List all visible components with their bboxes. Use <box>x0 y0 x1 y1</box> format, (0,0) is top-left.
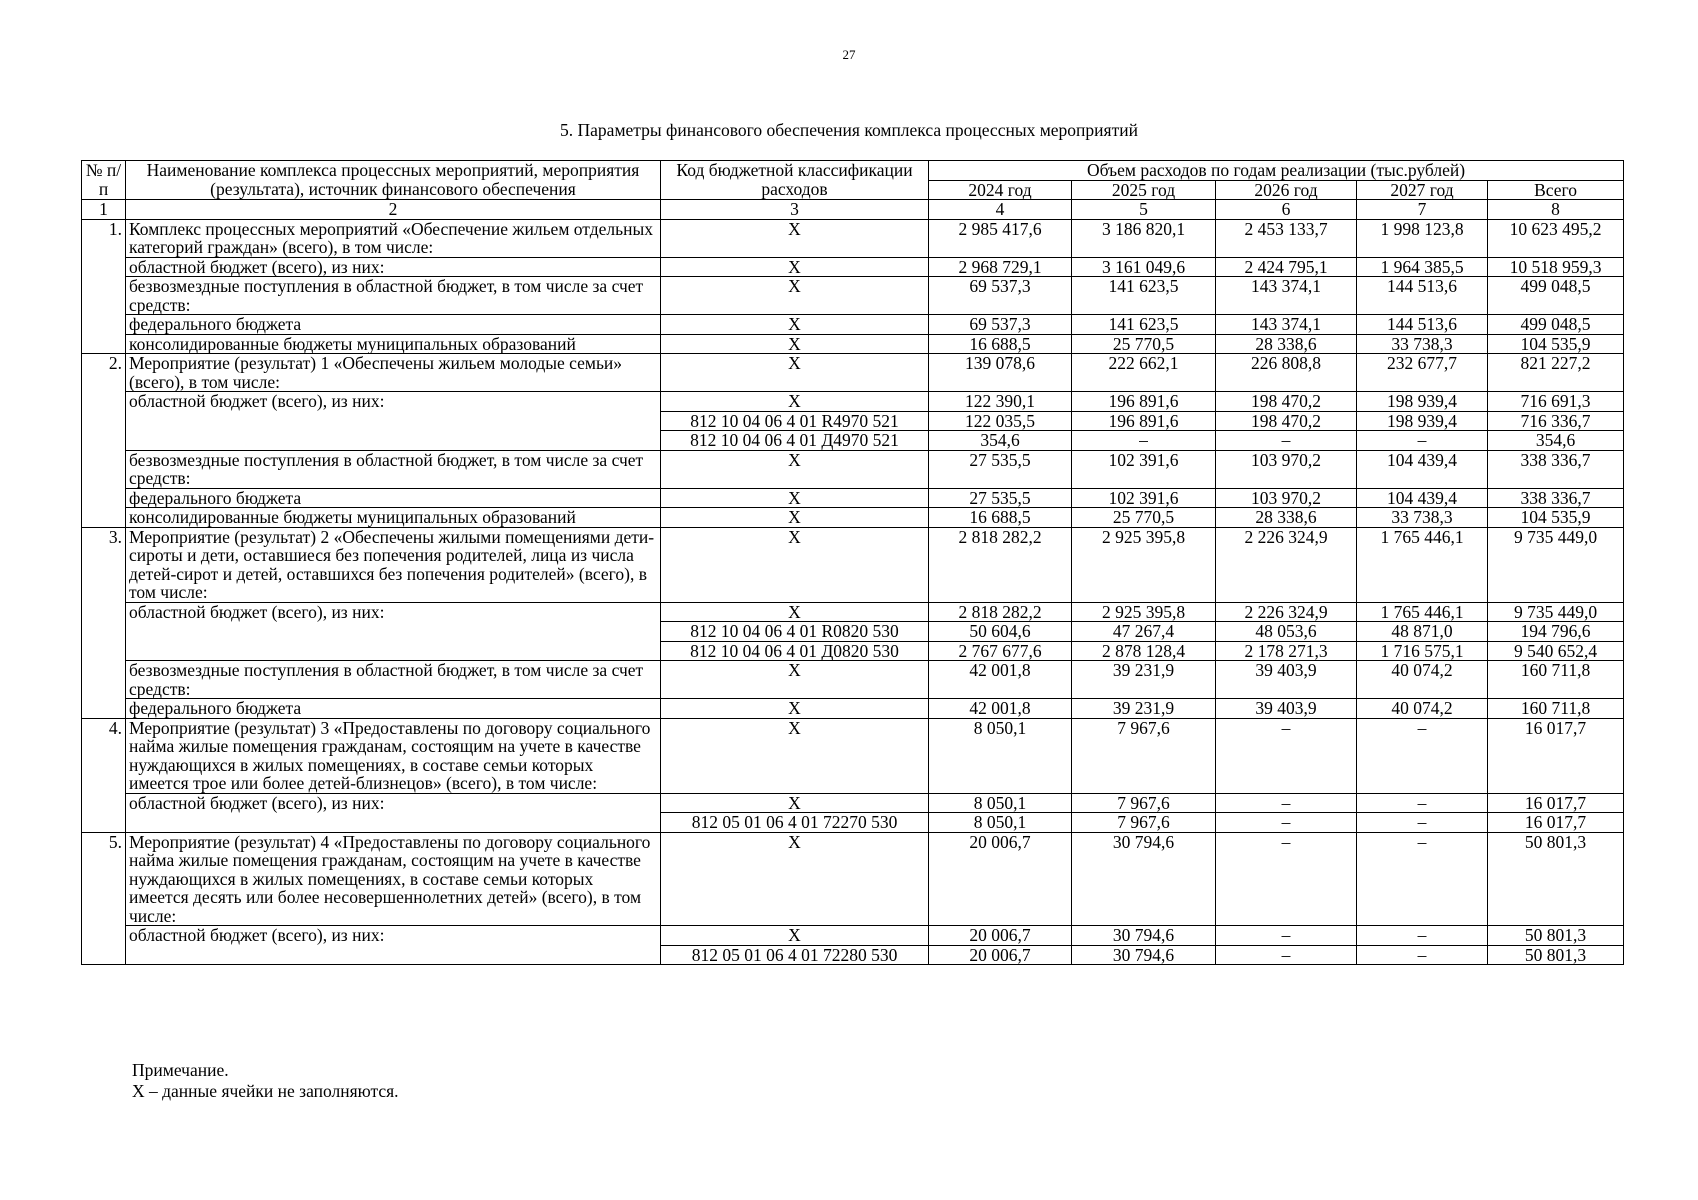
row-number: 5. <box>82 832 126 965</box>
column-index: 1 <box>82 200 126 220</box>
year-value: 50 604,6 <box>929 622 1072 642</box>
table-row <box>82 488 1624 508</box>
budget-code: Х <box>661 392 929 412</box>
total-value: 338 336,7 <box>1488 450 1624 488</box>
year-value: 3 186 820,1 <box>1072 219 1216 257</box>
year-value: 39 231,9 <box>1072 699 1216 719</box>
year-value: 102 391,6 <box>1072 450 1216 488</box>
header-total: Всего <box>1488 180 1624 200</box>
year-value: 198 470,2 <box>1216 392 1357 412</box>
year-value: 144 513,6 <box>1357 315 1488 335</box>
budget-code: 812 10 04 06 4 01 Д4970 521 <box>661 431 929 451</box>
year-value: – <box>1216 832 1357 926</box>
total-value: 338 336,7 <box>1488 488 1624 508</box>
header-year: 2024 год <box>929 180 1072 200</box>
year-value: 144 513,6 <box>1357 277 1488 315</box>
year-value: 141 623,5 <box>1072 315 1216 335</box>
budget-code: 812 05 01 06 4 01 72280 530 <box>661 945 929 965</box>
year-value: 1 716 575,1 <box>1357 641 1488 661</box>
table-row <box>82 354 1624 392</box>
year-value: 2 878 128,4 <box>1072 641 1216 661</box>
row-name: Мероприятие (результат) 1 «Обеспечены жильем молодые семьи» (всего), в том числе: <box>126 354 661 392</box>
note <box>132 1060 399 1102</box>
table-row <box>82 793 1624 813</box>
table-row <box>82 926 1624 946</box>
budget-code: Х <box>661 277 929 315</box>
year-value: 33 738,3 <box>1357 334 1488 354</box>
year-value: 2 226 324,9 <box>1216 527 1357 602</box>
year-value: 103 970,2 <box>1216 488 1357 508</box>
budget-code: Х <box>661 315 929 335</box>
year-value: 232 677,7 <box>1357 354 1488 392</box>
budget-code: 812 10 04 06 4 01 R0820 530 <box>661 622 929 642</box>
year-value: 104 439,4 <box>1357 488 1488 508</box>
table-row <box>82 392 1624 412</box>
row-number: 3. <box>82 527 126 718</box>
header-year: 2025 год <box>1072 180 1216 200</box>
note-text: Х – данные ячейки не заполняются. <box>132 1081 399 1101</box>
year-value: 28 338,6 <box>1216 334 1357 354</box>
table-row <box>82 602 1624 622</box>
total-value: 194 796,6 <box>1488 622 1624 642</box>
year-value: – <box>1216 793 1357 813</box>
year-value: 20 006,7 <box>929 945 1072 965</box>
year-value: 196 891,6 <box>1072 411 1216 431</box>
row-name: областной бюджет (всего), из них: <box>126 793 661 832</box>
year-value: 102 391,6 <box>1072 488 1216 508</box>
year-value: 28 338,6 <box>1216 508 1357 528</box>
year-value: 103 970,2 <box>1216 450 1357 488</box>
year-value: 8 050,1 <box>929 718 1072 793</box>
year-value: 2 925 395,8 <box>1072 602 1216 622</box>
row-name: безвозмездные поступления в областной бюджет, в том числе за счет средств: <box>126 277 661 315</box>
year-value: 40 074,2 <box>1357 661 1488 699</box>
year-value: 122 390,1 <box>929 392 1072 412</box>
year-value: 104 439,4 <box>1357 450 1488 488</box>
column-index: 4 <box>929 200 1072 220</box>
row-name: Комплекс процессных мероприятий «Обеспечение жильем отдельных категорий граждан» (всего), в том числе: <box>126 219 661 257</box>
total-value: 499 048,5 <box>1488 277 1624 315</box>
budget-code: Х <box>661 354 929 392</box>
table-row <box>82 219 1624 257</box>
row-name: областной бюджет (всего), из них: <box>126 257 661 277</box>
budget-code: Х <box>661 793 929 813</box>
year-value: 141 623,5 <box>1072 277 1216 315</box>
header-year: 2027 год <box>1357 180 1488 200</box>
year-value: 2 985 417,6 <box>929 219 1072 257</box>
table-row <box>82 334 1624 354</box>
year-value: 30 794,6 <box>1072 926 1216 946</box>
year-value: – <box>1357 926 1488 946</box>
budget-code: 812 10 04 06 4 01 Д0820 530 <box>661 641 929 661</box>
year-value: 139 078,6 <box>929 354 1072 392</box>
row-name: федерального бюджета <box>126 699 661 719</box>
financing-table <box>81 160 1624 965</box>
year-value: 25 770,5 <box>1072 508 1216 528</box>
year-value: 48 053,6 <box>1216 622 1357 642</box>
total-value: 16 017,7 <box>1488 718 1624 793</box>
budget-code: Х <box>661 832 929 926</box>
year-value: 33 738,3 <box>1357 508 1488 528</box>
year-value: 39 403,9 <box>1216 699 1357 719</box>
year-value: – <box>1357 793 1488 813</box>
year-value: 27 535,5 <box>929 488 1072 508</box>
header-name: Наименование комплекса процессных мероприятий, мероприятия (результата), источник финансового обеспечения <box>126 161 661 200</box>
table-body <box>82 219 1624 965</box>
table-row <box>82 661 1624 699</box>
header-number: № п/п <box>82 161 126 200</box>
budget-code: Х <box>661 699 929 719</box>
year-value: 122 035,5 <box>929 411 1072 431</box>
year-value: 69 537,3 <box>929 277 1072 315</box>
budget-code: Х <box>661 219 929 257</box>
total-value: 10 623 495,2 <box>1488 219 1624 257</box>
budget-code: Х <box>661 718 929 793</box>
total-value: 716 691,3 <box>1488 392 1624 412</box>
year-value: – <box>1216 813 1357 833</box>
year-value: – <box>1357 832 1488 926</box>
year-value: 1 765 446,1 <box>1357 527 1488 602</box>
column-index: 2 <box>126 200 661 220</box>
year-value: 354,6 <box>929 431 1072 451</box>
year-value: 2 767 677,6 <box>929 641 1072 661</box>
column-index: 7 <box>1357 200 1488 220</box>
table-row <box>82 527 1624 602</box>
year-value: 30 794,6 <box>1072 832 1216 926</box>
column-index: 8 <box>1488 200 1624 220</box>
budget-code: 812 10 04 06 4 01 R4970 521 <box>661 411 929 431</box>
total-value: 9 735 449,0 <box>1488 527 1624 602</box>
budget-code: Х <box>661 527 929 602</box>
column-index: 3 <box>661 200 929 220</box>
note-title: Примечание. <box>132 1060 229 1080</box>
table-row <box>82 699 1624 719</box>
year-value: 2 178 271,3 <box>1216 641 1357 661</box>
year-value: 1 964 385,5 <box>1357 257 1488 277</box>
year-value: 27 535,5 <box>929 450 1072 488</box>
year-value: 198 470,2 <box>1216 411 1357 431</box>
year-value: – <box>1216 718 1357 793</box>
year-value: 47 267,4 <box>1072 622 1216 642</box>
total-value: 16 017,7 <box>1488 813 1624 833</box>
year-value: 7 967,6 <box>1072 718 1216 793</box>
row-number: 2. <box>82 354 126 528</box>
total-value: 16 017,7 <box>1488 793 1624 813</box>
year-value: – <box>1357 813 1488 833</box>
year-value: 7 967,6 <box>1072 793 1216 813</box>
row-name: безвозмездные поступления в областной бюджет, в том числе за счет средств: <box>126 661 661 699</box>
year-value: 196 891,6 <box>1072 392 1216 412</box>
year-value: 1 765 446,1 <box>1357 602 1488 622</box>
budget-code: Х <box>661 602 929 622</box>
year-value: 198 939,4 <box>1357 392 1488 412</box>
budget-code: 812 05 01 06 4 01 72270 530 <box>661 813 929 833</box>
year-value: 2 818 282,2 <box>929 602 1072 622</box>
total-value: 9 735 449,0 <box>1488 602 1624 622</box>
total-value: 354,6 <box>1488 431 1624 451</box>
row-name: консолидированные бюджеты муниципальных образований <box>126 508 661 528</box>
year-value: 25 770,5 <box>1072 334 1216 354</box>
budget-code: Х <box>661 661 929 699</box>
year-value: 2 424 795,1 <box>1216 257 1357 277</box>
table-row <box>82 508 1624 528</box>
column-numbering-row <box>82 200 1624 220</box>
total-value: 9 540 652,4 <box>1488 641 1624 661</box>
header-year: 2026 год <box>1216 180 1357 200</box>
year-value: – <box>1216 945 1357 965</box>
year-value: 20 006,7 <box>929 926 1072 946</box>
year-value: 226 808,8 <box>1216 354 1357 392</box>
column-index: 6 <box>1216 200 1357 220</box>
year-value: 143 374,1 <box>1216 315 1357 335</box>
year-value: 2 226 324,9 <box>1216 602 1357 622</box>
row-name: областной бюджет (всего), из них: <box>126 926 661 965</box>
table-row <box>82 718 1624 793</box>
page-number: 27 <box>842 47 856 62</box>
year-value: 3 161 049,6 <box>1072 257 1216 277</box>
row-name: Мероприятие (результат) 3 «Предоставлены по договору социального найма жилые помещения гражданам, состоящим на учете в качестве нуждающихся в жилых помещениях, в составе семьи которых имеется трое или более детей-близнецов» (всего), в том числе: <box>126 718 661 793</box>
year-value: – <box>1357 431 1488 451</box>
total-value: 104 535,9 <box>1488 334 1624 354</box>
year-value: 30 794,6 <box>1072 945 1216 965</box>
budget-code: Х <box>661 508 929 528</box>
total-value: 499 048,5 <box>1488 315 1624 335</box>
total-value: 104 535,9 <box>1488 508 1624 528</box>
column-index: 5 <box>1072 200 1216 220</box>
year-value: – <box>1357 945 1488 965</box>
year-value: 20 006,7 <box>929 832 1072 926</box>
year-value: – <box>1216 926 1357 946</box>
row-name: Мероприятие (результат) 2 «Обеспечены жилыми помещениями дети-сироты и дети, оставшиеся без попечения родителей, лица из числа детей-сирот и детей, оставшихся без попечения родителей» (всего), в том числе: <box>126 527 661 602</box>
year-value: 2 968 729,1 <box>929 257 1072 277</box>
year-value: 16 688,5 <box>929 508 1072 528</box>
row-name: федерального бюджета <box>126 315 661 335</box>
year-value: – <box>1072 431 1216 451</box>
year-value: 48 871,0 <box>1357 622 1488 642</box>
document-title: 5. Параметры финансового обеспечения комплекса процессных мероприятий <box>560 120 1138 140</box>
table-row <box>82 277 1624 315</box>
row-name: федерального бюджета <box>126 488 661 508</box>
total-value: 821 227,2 <box>1488 354 1624 392</box>
row-name: Мероприятие (результат) 4 «Предоставлены по договору социального найма жилые помещения гражданам, состоящим на учете в качестве нуждающихся в жилых помещениях, в составе семьи которых имеется десять или более несовершеннолетних детей» (всего), в том числе: <box>126 832 661 926</box>
year-value: 42 001,8 <box>929 661 1072 699</box>
row-name: областной бюджет (всего), из них: <box>126 392 661 451</box>
row-number: 1. <box>82 219 126 354</box>
budget-code: Х <box>661 257 929 277</box>
table-row <box>82 315 1624 335</box>
year-value: 8 050,1 <box>929 813 1072 833</box>
year-value: 198 939,4 <box>1357 411 1488 431</box>
header-volume: Объем расходов по годам реализации (тыс.рублей) <box>929 161 1624 181</box>
row-number: 4. <box>82 718 126 832</box>
total-value: 50 801,3 <box>1488 945 1624 965</box>
year-value: 7 967,6 <box>1072 813 1216 833</box>
year-value: 39 403,9 <box>1216 661 1357 699</box>
year-value: 2 453 133,7 <box>1216 219 1357 257</box>
year-value: 222 662,1 <box>1072 354 1216 392</box>
year-value: 2 818 282,2 <box>929 527 1072 602</box>
total-value: 716 336,7 <box>1488 411 1624 431</box>
year-value: 42 001,8 <box>929 699 1072 719</box>
budget-code: Х <box>661 926 929 946</box>
table-row <box>82 257 1624 277</box>
year-value: – <box>1216 431 1357 451</box>
total-value: 160 711,8 <box>1488 699 1624 719</box>
table-row <box>82 450 1624 488</box>
total-value: 160 711,8 <box>1488 661 1624 699</box>
total-value: 10 518 959,3 <box>1488 257 1624 277</box>
year-value: 1 998 123,8 <box>1357 219 1488 257</box>
row-name: консолидированные бюджеты муниципальных образований <box>126 334 661 354</box>
year-value: 8 050,1 <box>929 793 1072 813</box>
year-value: 2 925 395,8 <box>1072 527 1216 602</box>
total-value: 50 801,3 <box>1488 926 1624 946</box>
year-value: 16 688,5 <box>929 334 1072 354</box>
year-value: 40 074,2 <box>1357 699 1488 719</box>
budget-code: Х <box>661 488 929 508</box>
table-row <box>82 832 1624 926</box>
year-value: 39 231,9 <box>1072 661 1216 699</box>
budget-code: Х <box>661 334 929 354</box>
total-value: 50 801,3 <box>1488 832 1624 926</box>
header-code: Код бюджетной классификации расходов <box>661 161 929 200</box>
row-name: безвозмездные поступления в областной бюджет, в том числе за счет средств: <box>126 450 661 488</box>
year-value: 69 537,3 <box>929 315 1072 335</box>
year-value: – <box>1357 718 1488 793</box>
year-value: 143 374,1 <box>1216 277 1357 315</box>
row-name: областной бюджет (всего), из них: <box>126 602 661 661</box>
budget-code: Х <box>661 450 929 488</box>
